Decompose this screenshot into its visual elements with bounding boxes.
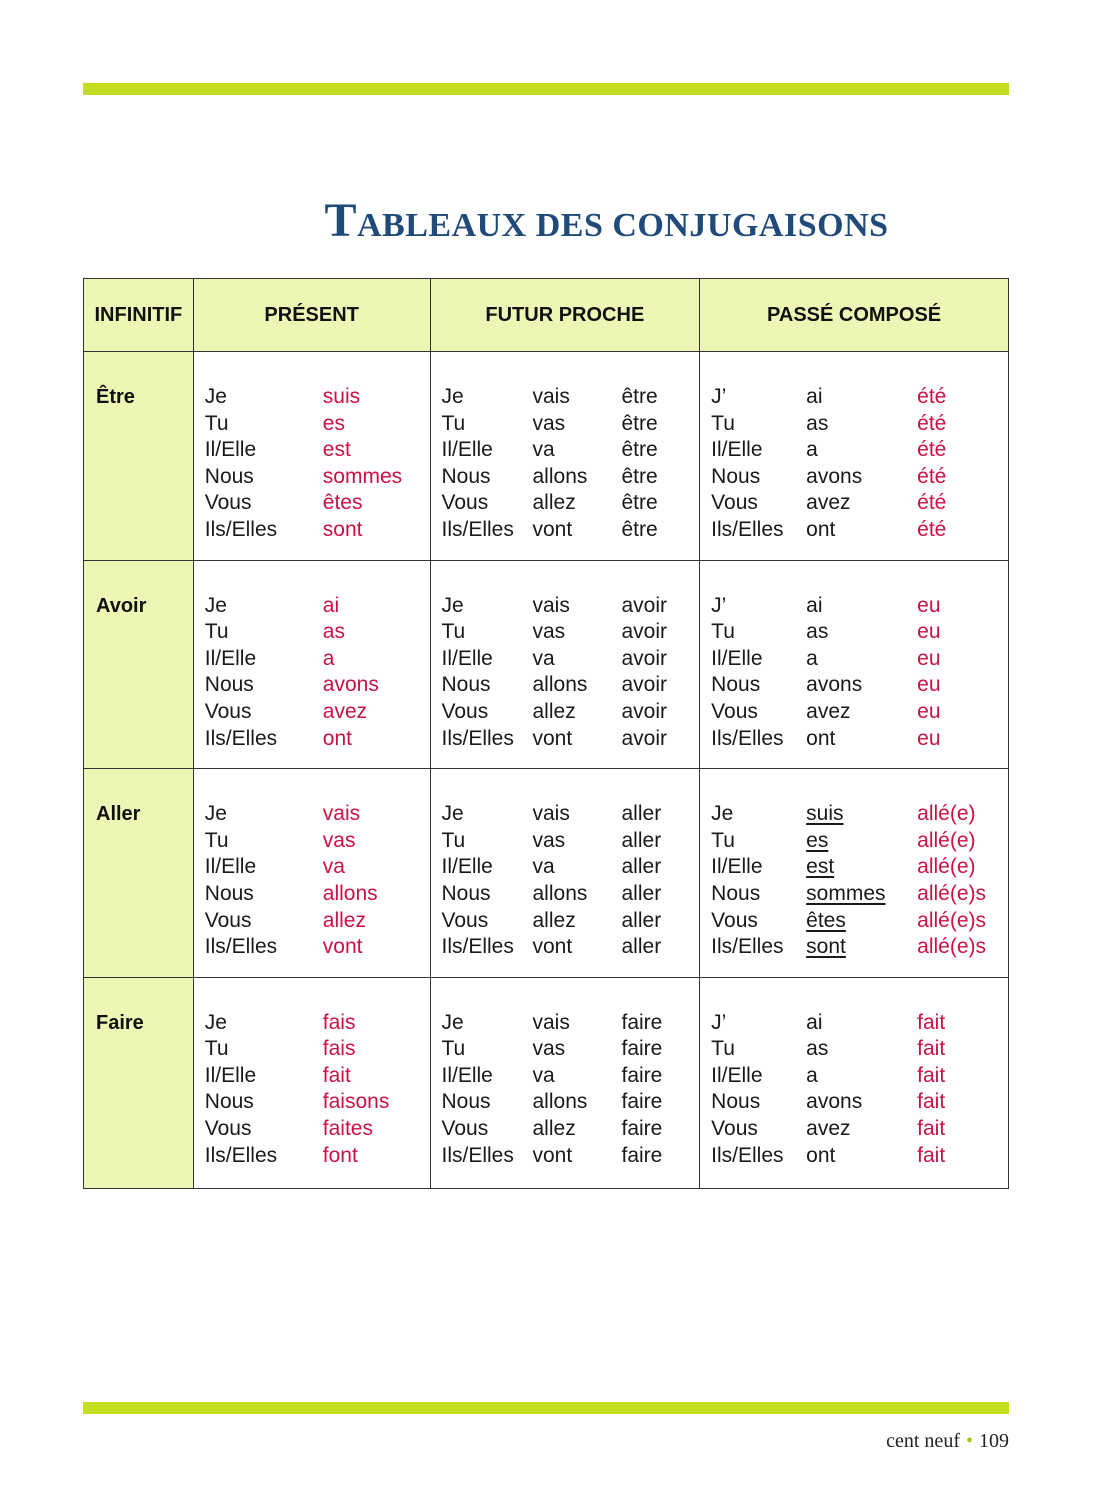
verb-form: avez (806, 491, 851, 515)
verb-form: ai (806, 385, 823, 408)
pronoun: Je (441, 802, 464, 826)
verb-form: vais (532, 802, 570, 826)
pronoun: Il/Elle (441, 646, 493, 670)
infinitive-avoir: Avoir (84, 560, 194, 769)
conjugation-line (711, 1116, 1008, 1143)
verb-ending: suis (322, 385, 361, 408)
conjugation-line (442, 1143, 700, 1170)
conjugation-line (442, 854, 700, 881)
pronoun: Ils/Elles (441, 517, 514, 541)
verb-ending: été (917, 438, 947, 462)
pronoun: Je (204, 385, 227, 408)
passe-avoir (700, 560, 1009, 769)
verb-form: vais (532, 593, 570, 617)
conjugation-line (442, 1063, 700, 1090)
pronoun: Je (204, 802, 227, 826)
verb-form: avoir (621, 699, 668, 723)
pronoun: Vous (441, 699, 489, 723)
verb-form: vas (532, 411, 566, 435)
verb-form: faire (621, 1117, 663, 1141)
page-footer (886, 1430, 1009, 1453)
conjugation-line (711, 517, 1008, 544)
verb-ending: allons (322, 881, 378, 905)
pronoun: Il/Elle (711, 1063, 763, 1087)
verb-ending: allé(e)s (917, 935, 987, 959)
verb-ending: font (322, 1143, 358, 1167)
page-number: 109 (979, 1430, 1009, 1452)
conjugation-line (205, 908, 430, 935)
verb-ending: es (322, 411, 345, 435)
pronoun: J’ (711, 385, 727, 408)
infinitive-faire: Faire (84, 977, 194, 1189)
conjugation-line (711, 1036, 1008, 1063)
conjugation-line (711, 881, 1008, 908)
conjugation-line (442, 517, 700, 544)
verb-ending: été (917, 464, 947, 488)
page-number-words: cent neuf (886, 1430, 960, 1452)
verb-form: vont (532, 517, 573, 541)
verb-form: avoir (621, 673, 668, 697)
conjugation-line (711, 699, 1008, 726)
verb-ending: vais (322, 802, 361, 826)
verb-form: faire (621, 1010, 663, 1034)
verb-row-aller (84, 769, 1009, 978)
verb-ending: vont (322, 935, 363, 959)
verb-ending: eu (917, 699, 941, 723)
pronoun: Il/Elle (711, 855, 763, 879)
conjugation-line (711, 908, 1008, 935)
verb-ending: allé(e) (917, 828, 976, 852)
pronoun: Vous (441, 491, 489, 515)
verb-ending: allé(e) (917, 802, 976, 826)
verb-ending: ont (322, 726, 352, 750)
verb-ending: vas (322, 828, 356, 852)
conjugation-line (711, 490, 1008, 517)
verb-ending: été (917, 385, 947, 408)
pronoun: Il/Elle (711, 438, 763, 462)
verb-form: allez (532, 491, 576, 515)
verb-ending: été (917, 491, 947, 515)
verb-form: ont (806, 726, 836, 750)
pronoun: Je (204, 593, 227, 617)
pronoun: Ils/Elles (711, 726, 784, 750)
conjugation-line (205, 464, 430, 491)
verb-form: être (621, 491, 658, 515)
title-initial: T (324, 193, 357, 247)
pronoun: Il/Elle (204, 438, 257, 462)
verb-form: vais (532, 1010, 570, 1034)
verb-ending: fait (917, 1010, 946, 1034)
conjugation-line (711, 1010, 1008, 1037)
header-futur-proche: FUTUR PROCHE (430, 279, 700, 352)
conjugation-line (205, 828, 430, 855)
infinitive-etre: Être (84, 352, 194, 561)
conjugation-line (442, 411, 700, 438)
pronoun: Il/Elle (441, 1063, 493, 1087)
pronoun: Je (441, 385, 464, 408)
pronoun: Ils/Elles (441, 935, 514, 959)
pronoun: Tu (711, 828, 735, 852)
conjugation-line (205, 801, 430, 828)
conjugation-line (711, 828, 1008, 855)
pronoun: Vous (711, 908, 758, 932)
pronoun: Nous (204, 673, 254, 697)
pronoun: Ils/Elles (711, 935, 784, 959)
conjugation-line (442, 801, 700, 828)
pronoun: Vous (204, 908, 252, 932)
conjugation-line (442, 881, 700, 908)
verb-ending: fait (322, 1063, 351, 1087)
pronoun: Ils/Elles (204, 1143, 278, 1167)
conjugation-line (711, 801, 1008, 828)
present-aller (193, 769, 430, 978)
conjugation-line (711, 646, 1008, 673)
verb-ending: eu (917, 646, 941, 670)
verb-form: être (621, 411, 658, 435)
conjugation-line (205, 619, 430, 646)
conjugation-line (442, 619, 700, 646)
conjugation-line (711, 437, 1008, 464)
verb-ending: eu (917, 620, 941, 644)
verb-ending: êtes (322, 491, 363, 515)
verb-form: avons (806, 1090, 863, 1114)
conjugation-line (711, 1089, 1008, 1116)
verb-form: va (532, 646, 555, 670)
verb-ending: est (322, 438, 351, 462)
pronoun: Tu (441, 411, 466, 435)
conjugation-line (711, 726, 1008, 753)
verb-form: avoir (621, 726, 668, 750)
verb-form: vas (532, 1037, 566, 1061)
verb-form: être (621, 464, 658, 488)
verb-form: être (621, 438, 658, 462)
verb-form: suis (806, 802, 844, 826)
conjugation-line (205, 854, 430, 881)
verb-ending: a (322, 646, 335, 670)
verb-ending: va (322, 855, 345, 879)
conjugation-line (442, 464, 700, 491)
verb-form: avoir (621, 593, 668, 617)
pronoun: Tu (711, 620, 735, 644)
conjugation-line (442, 593, 700, 620)
verb-form: va (532, 1063, 555, 1087)
pronoun: Tu (441, 1037, 466, 1061)
title-rest: ABLEAUX DES CONJUGAISONS (356, 206, 889, 244)
verb-form: faire (621, 1090, 663, 1114)
verb-ending: été (917, 517, 947, 541)
conjugation-line (205, 1010, 430, 1037)
pronoun: Nous (441, 464, 491, 488)
verb-row-avoir (84, 560, 1009, 769)
pronoun: Nous (711, 1090, 761, 1114)
header-present: PRÉSENT (193, 279, 430, 352)
verb-ending: fait (917, 1063, 946, 1087)
conjugation-table (83, 278, 1009, 1189)
pronoun: Nous (204, 881, 254, 905)
verb-form: allez (532, 908, 576, 932)
pronoun: Tu (204, 620, 229, 644)
pronoun: Tu (441, 828, 466, 852)
futur-faire (430, 977, 700, 1189)
verb-form: aller (621, 881, 662, 905)
conjugation-line (711, 1063, 1008, 1090)
conjugation-line (205, 384, 430, 411)
conjugation-line (442, 726, 700, 753)
verb-ending: fait (917, 1117, 946, 1141)
conjugation-line (442, 934, 700, 961)
pronoun: Ils/Elles (441, 726, 514, 750)
verb-ending: eu (917, 673, 941, 697)
pronoun: Il/Elle (204, 855, 257, 879)
conjugation-line (711, 1143, 1008, 1170)
verb-form: aller (621, 855, 662, 879)
pronoun: Ils/Elles (711, 517, 784, 541)
pronoun: Vous (711, 699, 758, 723)
pronoun: Il/Elle (711, 646, 763, 670)
bullet-dot-icon: • (965, 1430, 973, 1452)
pronoun: Ils/Elles (441, 1143, 514, 1167)
pronoun: Nous (441, 881, 491, 905)
header-passe-compose: PASSÉ COMPOSÉ (700, 279, 1009, 352)
verb-ending: fais (322, 1037, 356, 1061)
conjugation-line (205, 1116, 430, 1143)
verb-form: as (806, 620, 829, 644)
verb-form: avez (806, 1117, 851, 1141)
pronoun: Il/Elle (204, 646, 257, 670)
verb-form: avez (806, 699, 851, 723)
header-infinitif: INFINITIF (84, 279, 194, 352)
pronoun: Ils/Elles (204, 517, 278, 541)
verb-form: avoir (621, 620, 668, 644)
verb-form: être (621, 385, 658, 408)
verb-ending: allez (322, 908, 366, 932)
pronoun: Nous (711, 673, 761, 697)
verb-form: a (806, 646, 818, 670)
verb-ending: eu (917, 593, 941, 617)
pronoun: Vous (204, 491, 252, 515)
verb-ending: as (322, 620, 345, 644)
conjugation-line (442, 1036, 700, 1063)
verb-form: avons (806, 464, 863, 488)
pronoun: J’ (711, 593, 727, 617)
verb-form: a (806, 1063, 818, 1087)
verb-form: sont (806, 935, 846, 959)
passe-etre (700, 352, 1009, 561)
verb-ending: allé(e)s (917, 881, 987, 905)
page-title (0, 193, 1093, 248)
verb-form: allez (532, 699, 576, 723)
pronoun: Nous (204, 1090, 254, 1114)
conjugation-line (442, 437, 700, 464)
verb-form: vont (532, 1143, 573, 1167)
verb-form: faire (621, 1063, 663, 1087)
pronoun: Vous (441, 908, 489, 932)
pronoun: Ils/Elles (711, 1143, 784, 1167)
conjugation-line (711, 619, 1008, 646)
conjugation-line (205, 646, 430, 673)
verb-form: aller (621, 828, 662, 852)
conjugation-line (205, 593, 430, 620)
verb-form: vont (532, 726, 573, 750)
conjugation-line (711, 411, 1008, 438)
verb-form: vont (532, 935, 573, 959)
conjugation-line (205, 881, 430, 908)
verb-form: avoir (621, 646, 668, 670)
verb-form: avons (806, 673, 863, 697)
conjugation-line (205, 1143, 430, 1170)
futur-avoir (430, 560, 700, 769)
conjugation-line (442, 1089, 700, 1116)
verb-ending: allé(e)s (917, 908, 987, 932)
conjugation-line (205, 517, 430, 544)
verb-form: es (806, 828, 829, 852)
verb-ending: faisons (322, 1090, 390, 1114)
present-avoir (193, 560, 430, 769)
verb-ending: fais (322, 1010, 356, 1034)
pronoun: Vous (204, 1117, 252, 1141)
futur-etre (430, 352, 700, 561)
conjugation-line (205, 490, 430, 517)
conjugation-line (711, 854, 1008, 881)
verb-ending: ai (322, 593, 340, 617)
pronoun: Je (711, 802, 734, 826)
pronoun: Je (204, 1010, 227, 1034)
conjugation-line (442, 699, 700, 726)
verb-row-etre (84, 352, 1009, 561)
conjugation-line (205, 1089, 430, 1116)
pronoun: Nous (711, 881, 761, 905)
pronoun: Tu (204, 1037, 229, 1061)
verb-form: aller (621, 802, 662, 826)
pronoun: Ils/Elles (204, 935, 278, 959)
pronoun: Tu (711, 1037, 735, 1061)
conjugation-line (442, 490, 700, 517)
verb-form: va (532, 438, 555, 462)
verb-form: aller (621, 908, 662, 932)
conjugation-line (442, 828, 700, 855)
verb-ending: avez (322, 699, 368, 723)
pronoun: Vous (711, 1117, 758, 1141)
conjugation-line (442, 908, 700, 935)
verb-form: ai (806, 593, 823, 617)
pronoun: Vous (441, 1117, 489, 1141)
pronoun: Nous (441, 1090, 491, 1114)
verb-form: être (621, 517, 658, 541)
pronoun: Nous (441, 673, 491, 697)
verb-ending: fait (917, 1037, 946, 1061)
verb-ending: allé(e) (917, 855, 976, 879)
conjugation-line (205, 411, 430, 438)
conjugation-line (711, 384, 1008, 411)
conjugation-line (205, 699, 430, 726)
conjugation-line (711, 672, 1008, 699)
verb-form: ai (806, 1010, 823, 1034)
pronoun: Vous (204, 699, 252, 723)
header-row (84, 279, 1009, 352)
verb-form: est (806, 855, 835, 879)
verb-form: ont (806, 1143, 836, 1167)
conjugation-line (205, 1036, 430, 1063)
passe-aller (700, 769, 1009, 978)
verb-ending: fait (917, 1143, 946, 1167)
conjugation-line (711, 593, 1008, 620)
present-etre (193, 352, 430, 561)
verb-form: aller (621, 935, 662, 959)
present-faire (193, 977, 430, 1189)
pronoun: Il/Elle (441, 855, 493, 879)
conjugation-line (711, 934, 1008, 961)
verb-ending: faites (322, 1117, 373, 1141)
verb-form: as (806, 1037, 829, 1061)
pronoun: Ils/Elles (204, 726, 278, 750)
passe-faire (700, 977, 1009, 1189)
verb-form: faire (621, 1037, 663, 1061)
verb-form: allons (532, 881, 588, 905)
conjugation-line (205, 726, 430, 753)
pronoun: Nous (204, 464, 254, 488)
top-accent-rule (83, 83, 1009, 95)
verb-form: va (532, 855, 555, 879)
verb-ending: sont (322, 517, 363, 541)
conjugation-line (442, 384, 700, 411)
verb-form: êtes (806, 908, 846, 932)
conjugation-line (205, 437, 430, 464)
verb-ending: sommes (322, 464, 403, 488)
conjugation-line (205, 934, 430, 961)
infinitive-aller: Aller (84, 769, 194, 978)
pronoun: Tu (711, 411, 735, 435)
verb-ending: été (917, 411, 947, 435)
verb-form: vas (532, 828, 566, 852)
conjugation-line (205, 672, 430, 699)
conjugation-line (205, 1063, 430, 1090)
pronoun: J’ (711, 1010, 727, 1034)
futur-aller (430, 769, 700, 978)
pronoun: Tu (204, 411, 229, 435)
verb-form: a (806, 438, 818, 462)
verb-form: as (806, 411, 829, 435)
verb-form: ont (806, 517, 836, 541)
verb-form: allez (532, 1117, 576, 1141)
pronoun: Je (441, 1010, 464, 1034)
conjugation-line (442, 672, 700, 699)
verb-ending: avons (322, 673, 379, 697)
verb-form: vas (532, 620, 566, 644)
verb-form: allons (532, 1090, 588, 1114)
conjugation-line (711, 464, 1008, 491)
pronoun: Je (441, 593, 464, 617)
pronoun: Tu (204, 828, 229, 852)
verb-row-faire (84, 977, 1009, 1189)
pronoun: Tu (441, 620, 466, 644)
verb-form: sommes (806, 881, 886, 905)
verb-form: faire (621, 1143, 663, 1167)
pronoun: Il/Elle (441, 438, 493, 462)
conjugation-line (442, 1116, 700, 1143)
pronoun: Nous (711, 464, 761, 488)
verb-ending: eu (917, 726, 941, 750)
conjugation-line (442, 1010, 700, 1037)
verb-form: vais (532, 385, 570, 408)
verb-ending: fait (917, 1090, 946, 1114)
pronoun: Vous (711, 491, 758, 515)
verb-form: allons (532, 464, 588, 488)
bottom-accent-rule (83, 1402, 1009, 1414)
verb-form: allons (532, 673, 588, 697)
conjugation-line (442, 646, 700, 673)
pronoun: Il/Elle (204, 1063, 257, 1087)
